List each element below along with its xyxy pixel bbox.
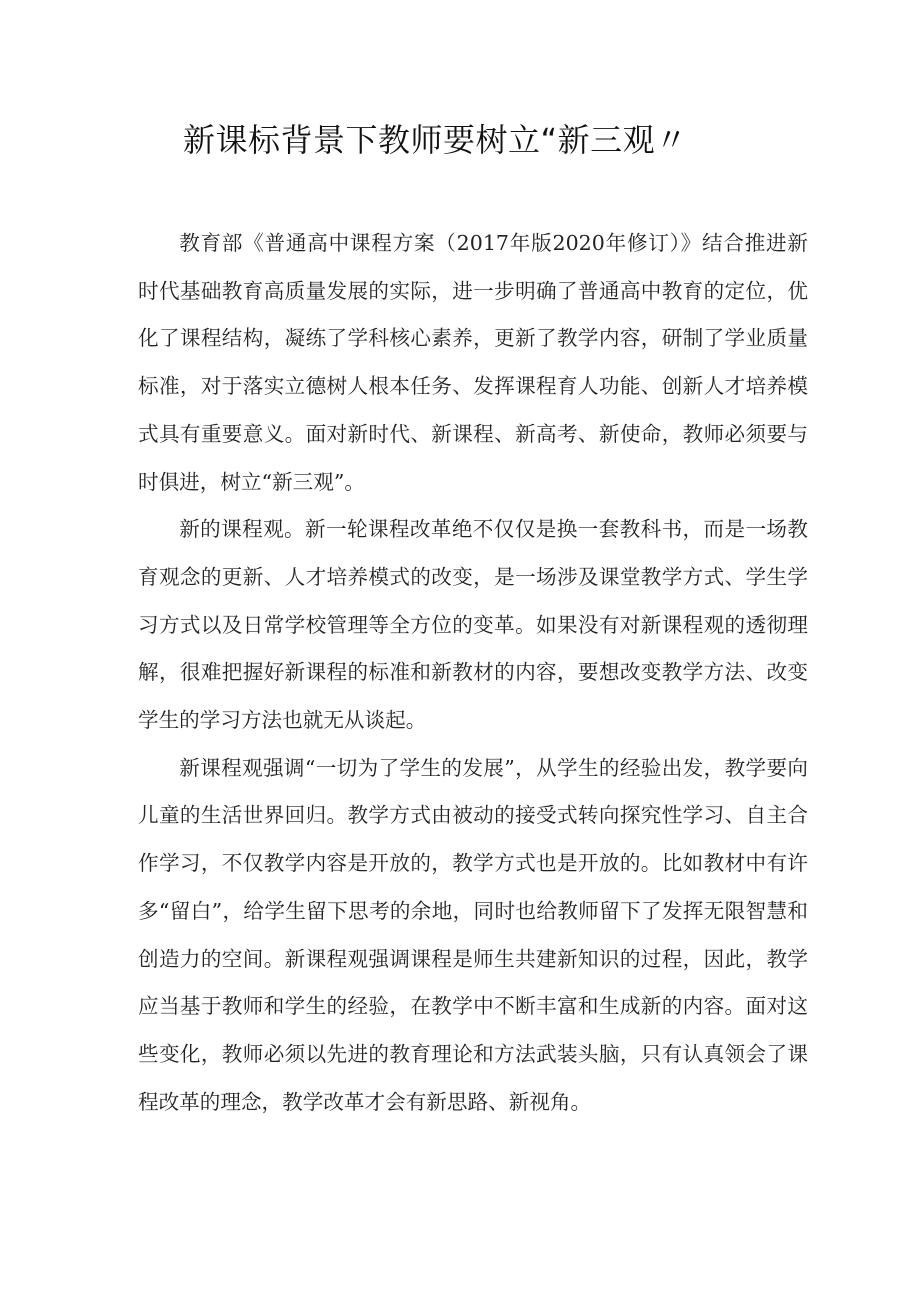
paragraph-student-development: 新课程观强调“一切为了学生的发展”，从学生的经验出发，教学要向儿童的生活世界回归。教学方式由被动的接受式转向探究性学习、自主合作学习，不仅教学内容是开放的，教学方式也是开放的。比如教材中有许多“留白”，给学生留下思考的余地，同时也给教师留下了发挥无限智慧和创造力的空间。新课程观强调课程是师生共建新知识的过程，因此，教学应当基于教师和学生的经验，在教学中不断丰富和生成新的内容。面对这些变化，教师必须以先进的教育理论和方法武装头脑，只有认真领会了课程改革的理念，教学改革才会有新思路、新视角。	[138, 755, 808, 1114]
paragraph-intro: 教育部《普通高中课程方案（2017年版2020年修订）》结合推进新时代基础教育高质量发展的实际，进一步明确了普通高中教育的定位，优化了课程结构，凝练了学科核心素养，更新了教学内容，研制了学业质量标准，对于落实立德树人根本任务、发挥课程育人功能、创新人才培养模式具有重要意义。面对新时代、新课程、新高考、新使命，教师必须要与时俱进，树立“新三观”。	[138, 231, 808, 494]
paragraph-curriculum-view: 新的课程观。新一轮课程改革绝不仅仅是换一套教科书，而是一场教育观念的更新、人才培养模式的改变，是一场涉及课堂教学方式、学生学习方式以及日常学校管理等全方位的变革。如果没有对新课程观的透彻理解，很难把握好新课程的标准和新教材的内容，要想改变教学方法、改变学生的学习方法也就无从谈起。	[138, 517, 808, 733]
document-body	[138, 220, 808, 1126]
document-title: 新课标背景下教师要树立“新三观〃	[183, 121, 688, 159]
